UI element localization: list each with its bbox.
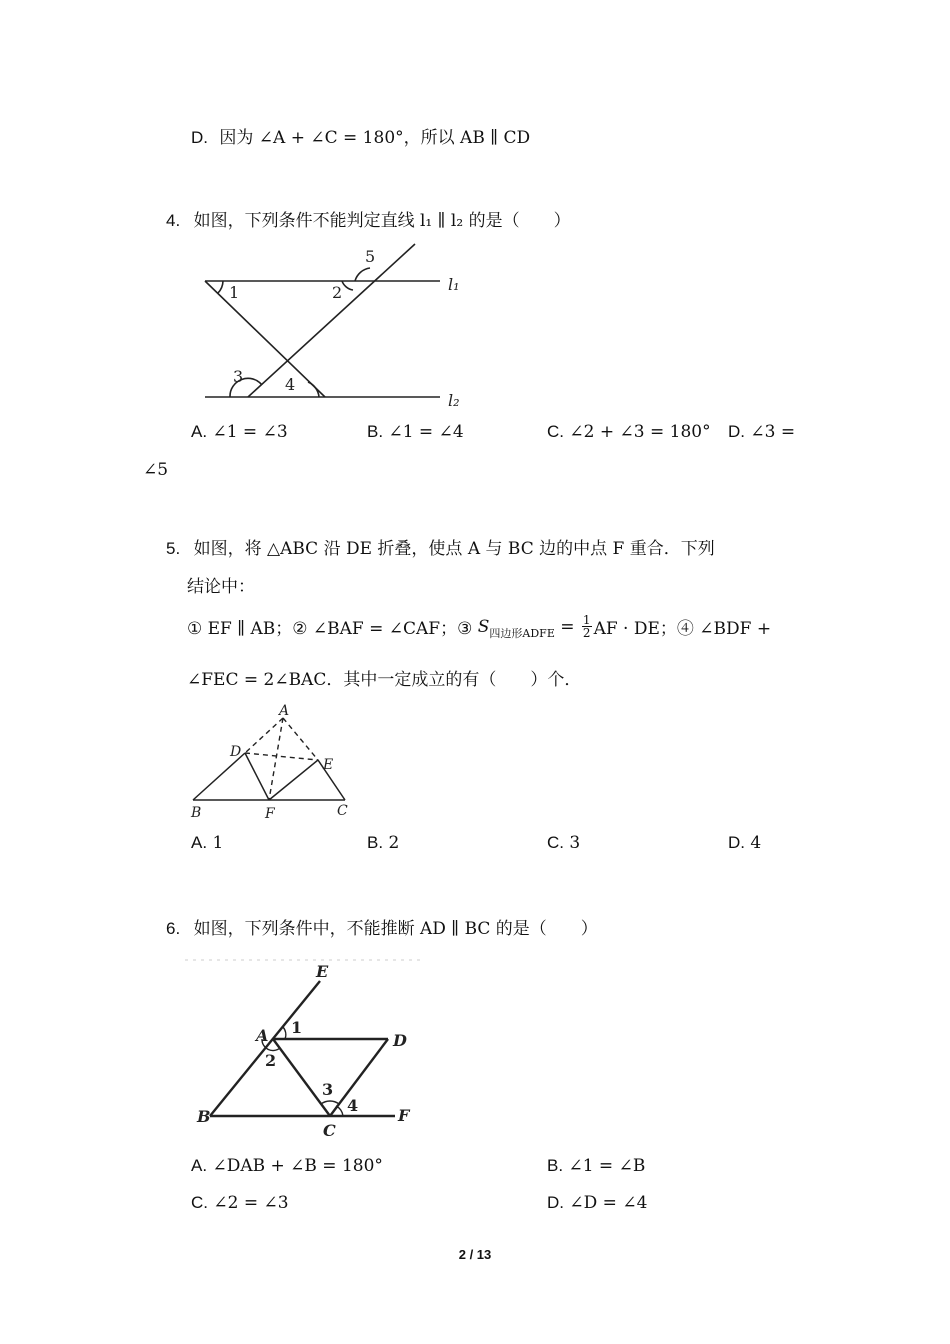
q5-stmt-sub: 四边形ADFE	[489, 626, 555, 640]
q4-label-5: 5	[365, 247, 376, 266]
q5-label-a: A	[279, 703, 290, 719]
q5-fraction	[582, 614, 592, 639]
q5-statements-line1	[187, 614, 771, 639]
q4-number: 4.	[166, 211, 181, 230]
q6-option-a: A. ∠DAB + ∠B = 180°	[191, 1156, 383, 1176]
q5-option-b: B. 2	[367, 833, 400, 853]
q4-angle-arc-1	[218, 281, 223, 293]
q6-figure	[180, 955, 430, 1145]
q4-option-a: A. ∠1 = ∠3	[191, 422, 288, 442]
q6-ray-be	[210, 981, 320, 1116]
q5-label-c: C	[337, 803, 348, 819]
q4-label-2: 2	[332, 283, 343, 302]
q6-label-4: 4	[347, 1096, 359, 1115]
q4-label-3: 3	[233, 367, 244, 386]
q5-seg-ef	[269, 760, 318, 800]
q5-dash-de	[245, 753, 318, 760]
q6-option-b: B. ∠1 = ∠B	[547, 1156, 646, 1176]
q5-stmt1: ① EF ∥ AB；② ∠BAF = ∠CAF；③	[187, 619, 478, 639]
q5-frac-den: 2	[582, 626, 591, 640]
q5-frac-num: 1	[582, 613, 591, 627]
q4-stem	[166, 206, 571, 231]
q6-option-d: D. ∠D = ∠4	[547, 1193, 648, 1213]
q6-seg-dc	[330, 1039, 388, 1116]
q3-option-d-text: 因为 ∠A + ∠C = 180°，所以 AB ∥ CD	[219, 128, 531, 148]
q5-stmt-after: AF · DE；④ ∠BDF +	[593, 619, 772, 639]
q4-stem-text: 如图，下列条件不能判定直线 l₁ ∥ l₂ 的是（ ）	[193, 211, 571, 231]
q4-angle-arc-4	[308, 382, 319, 397]
q4-option-c: C. ∠2 + ∠3 = 180°	[547, 422, 711, 442]
q5-stmt-eq: =	[554, 616, 580, 637]
q5-label-d: D	[230, 744, 242, 760]
q5-number: 5.	[166, 539, 181, 558]
q5-statements-line2: ∠FEC = 2∠BAC．其中一定成立的有（ ）个．	[187, 670, 582, 690]
q4-option-d: D. ∠3 =	[728, 422, 796, 442]
q6-number: 6.	[166, 919, 181, 938]
q4-label-1: 1	[229, 283, 240, 302]
q4-figure	[195, 240, 475, 415]
q5-label-f: F	[265, 806, 275, 822]
q4-label-l1: l₁	[448, 275, 460, 294]
q4-angle-arc-2	[342, 281, 353, 290]
q6-label-1: 1	[291, 1018, 303, 1037]
q6-label-c: C	[323, 1121, 336, 1140]
q6-option-c: C. ∠2 = ∠3	[191, 1193, 289, 1213]
q4-transversal-b	[248, 244, 415, 397]
q5-option-c: C. 3	[547, 833, 581, 853]
q6-label-2: 2	[265, 1051, 277, 1070]
q5-figure	[185, 700, 360, 825]
q6-label-b: B	[197, 1107, 211, 1126]
q5-stem-line2: 结论中：	[187, 577, 255, 597]
q6-label-3: 3	[322, 1080, 334, 1099]
q5-dash-af	[269, 718, 283, 800]
q6-label-d: D	[393, 1031, 407, 1050]
q5-option-a: A. 1	[191, 833, 224, 853]
q5-stem-text: 如图，将 △ABC 沿 DE 折叠，使点 A 与 BC 边的中点 F 重合．下列	[193, 539, 715, 559]
q4-label-l2: l₂	[448, 391, 460, 410]
q5-stmt-s: S	[477, 616, 490, 637]
q4-angle-arc-5	[355, 268, 370, 281]
q6-angle-arc-3	[321, 1101, 339, 1104]
q4-transversal-a	[205, 281, 325, 397]
q5-label-e: E	[323, 757, 334, 773]
q5-stem-line1	[166, 534, 715, 559]
q3-option-d	[191, 123, 530, 148]
q4-label-4: 4	[285, 375, 296, 394]
q5-seg-df	[245, 753, 269, 800]
q4-option-b: B. ∠1 = ∠4	[367, 422, 464, 442]
q5-dash-ae	[283, 718, 318, 760]
q6-label-f: F	[398, 1106, 410, 1125]
q3-option-d-label: D.	[191, 128, 208, 147]
q4-option-d-wrap: ∠5	[143, 460, 169, 480]
q6-stem-text: 如图，下列条件中，不能推断 AD ∥ BC 的是（ ）	[193, 919, 598, 939]
q6-stem	[166, 914, 598, 939]
q5-side-bd	[193, 753, 245, 800]
page-number: 2 / 13	[458, 1247, 492, 1262]
q5-option-d: D. 4	[728, 833, 762, 853]
q6-label-e: E	[316, 962, 329, 981]
q6-label-a: A	[256, 1026, 269, 1045]
q5-label-b: B	[191, 805, 202, 821]
q6-angle-arc-1	[283, 1027, 286, 1039]
